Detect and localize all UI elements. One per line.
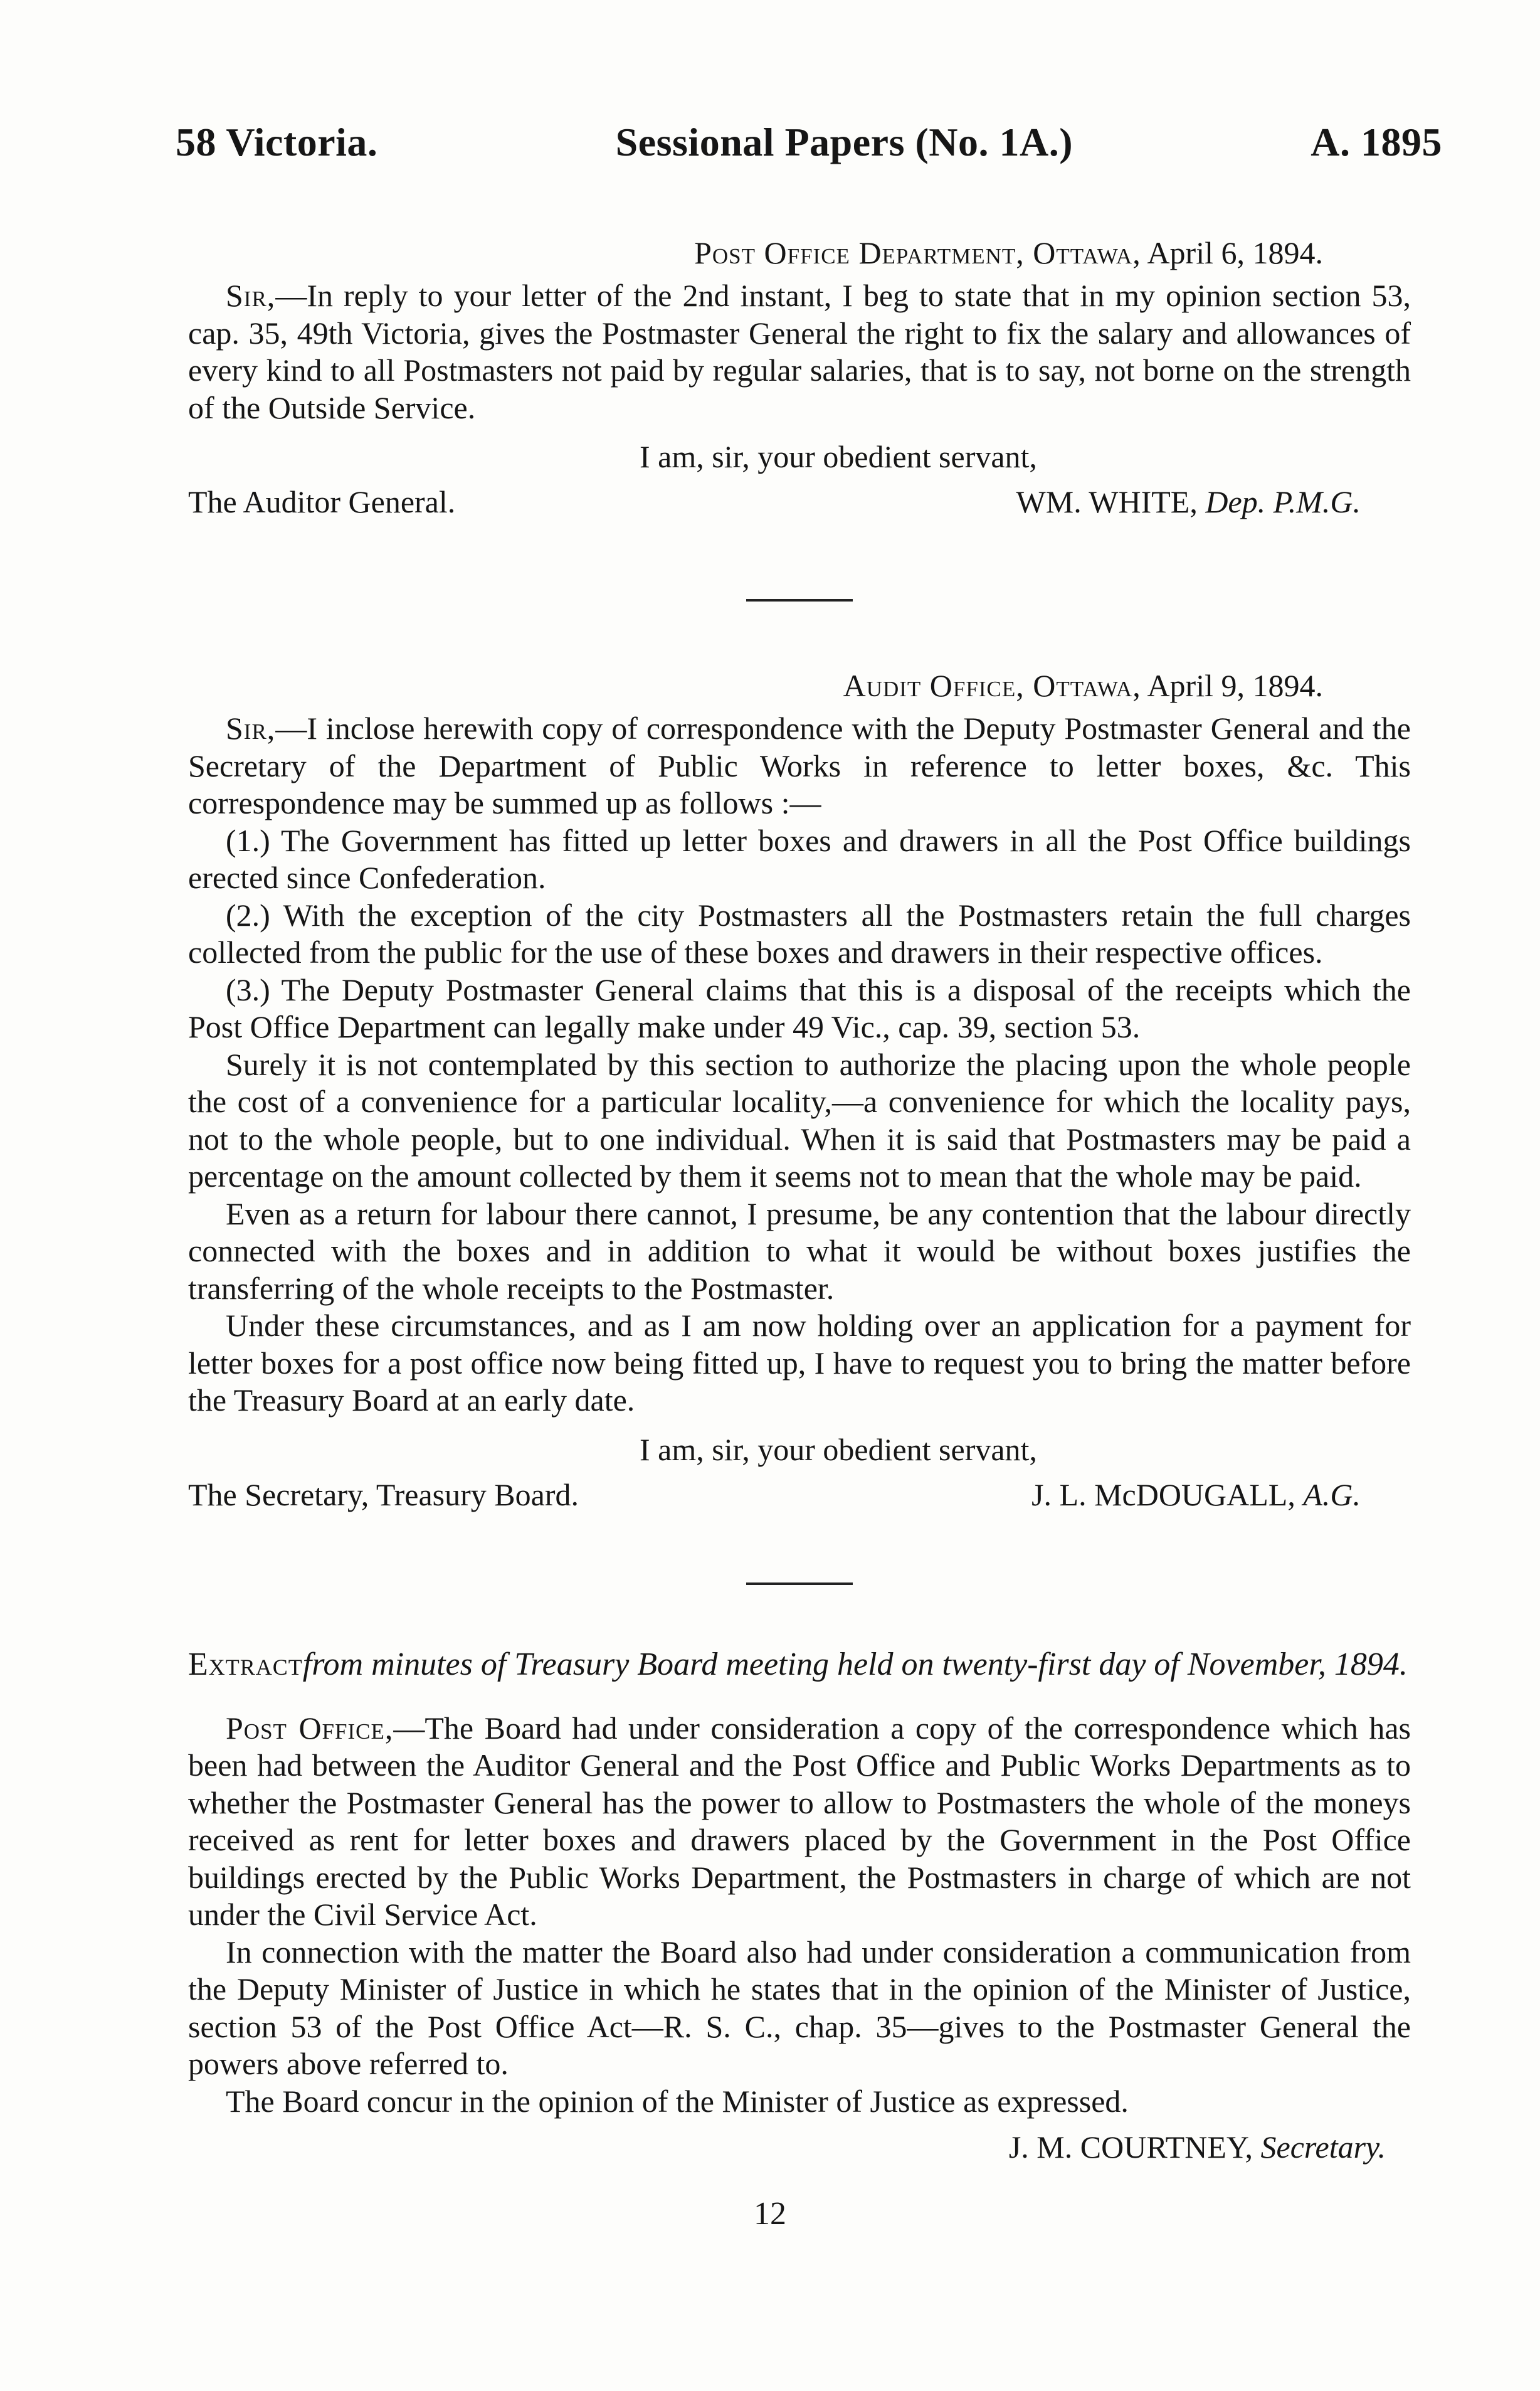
intro-text: —I inclose herewith copy of correspondence with the Deputy Postmaster General and the Secretary of the Department of Public Works in reference to letter boxes, &c. This correspondence may be summed up as follows :— [188,711,1411,820]
extract-text: —The Board had under consideration a copy of the correspondence which has been had between the Auditor General and the Post Office and Public Works Departments as to whether the Postmaster General has the power to allow to Postmasters the whole of the moneys received as rent for letter boxes and drawers placed by the Government in the Post Office buildings erected by the Public Works Department, the Postmasters in charge of which are not under the Civil Service Act. [188,1710,1411,1932]
extract-paragraph [188,1710,1411,1934]
document-page [176,119,1442,2165]
section-divider [746,1583,853,1585]
body-paragraph: Under these circumstances, and as I am now holding over an application for a payment for letter boxes for a post office now being fitted up, I have to request you to bring the matter before the Treasury Board at an early date. [188,1308,1411,1418]
letter-intro [188,710,1411,822]
addressee: The Secretary, Treasury Board. [188,1476,579,1512]
extract-paragraph: In connection with the matter the Board also had under consideration a communication from the Deputy Minister of Justice in which he states that in the opinion of the Minister of Justice, section 53 of the Post Office Act—R. S. C., chap. 35—gives to the Postmaster General the powers above referred to. [188,1934,1411,2081]
signer-name: J. M. COURTNEY, [1008,2129,1253,2165]
running-header [176,119,1442,166]
signature [188,2129,1386,2165]
letter-body [188,277,1411,427]
extract-lead: Post Office, [226,1710,394,1746]
letter-post-office [188,235,1411,521]
body-text: —In reply to your letter of the 2nd instant, I beg to state that in my opinion section 53, cap. 35, 49th Victoria, gives the Postmaster General the right to fix the salary and allowances of every kind to all Postmasters not paid by regular salaries, that is to say, not borne on the strength of the Outside Service. [188,278,1411,425]
letter-date: April 6, 1894. [1147,235,1323,270]
signer-title: Secretary. [1260,2129,1386,2165]
summary-point: (1.) The Government has fitted up letter boxes and drawers in all the Post Office buildings erected since Confederation. [188,822,1411,895]
signature-row [188,1476,1411,1514]
header-session: 58 Victoria. [176,120,378,164]
summary-point: (3.) The Deputy Postmaster General claims that this is a disposal of the receipts which the Post Office Department can legally make under 49 Vic., cap. 39, section 53. [188,972,1411,1044]
extract-label: Extract [188,1646,303,1682]
page-number: 12 [754,2196,786,2232]
signer-name: WM. WHITE, [1016,484,1198,519]
section-divider [746,599,853,602]
signature [1016,483,1361,521]
salutation: Sir, [226,278,276,313]
body-paragraph: Even as a return for labour there cannot, I presume, be any contention that the labour directly connected with the boxes and in addition to what it would be without boxes justifies the transferring of the whole receipts to the Postmaster. [188,1196,1411,1306]
letter-date: April 9, 1894. [1147,668,1323,703]
letter-audit-office [188,667,1411,1514]
summary-point: (2.) With the exception of the city Postmasters all the Postmasters retain the full charges collected from the public for the use of these boxes and drawers in their respective offices. [188,897,1411,970]
extract-title [188,1645,1411,1685]
letter-place: Post Office Department, Ottawa, [694,235,1141,270]
treasury-board-extract [188,1645,1411,2166]
signer-title: Dep. P.M.G. [1205,484,1361,519]
salutation: Sir, [226,711,276,746]
letter-dateline [188,235,1323,271]
signature [1031,1476,1361,1514]
header-year: A. 1895 [1311,120,1442,164]
extract-heading: from minutes of Treasury Board meeting held on twenty-first day of November, 1894. [302,1646,1408,1682]
body-paragraph: Surely it is not contemplated by this section to authorize the placing upon the whole people the cost of a convenience for a particular locality,—a convenience for which the locality pays, not to the whole people, but to one individual. When it is said that Postmasters may be paid a percentage on the amount collected by them it seems not to mean that the whole may be paid. [188,1046,1411,1194]
letter-closing: I am, sir, your obedient servant, [640,1431,1037,1467]
extract-paragraph: The Board concur in the opinion of the Minister of Justice as expressed. [226,2083,1129,2119]
letter-dateline [188,667,1323,704]
letter-place: Audit Office, Ottawa, [843,668,1141,703]
signer-name: J. L. McDOUGALL, [1031,1476,1295,1512]
letter-closing: I am, sir, your obedient servant, [640,439,1037,474]
signature-row [188,483,1411,521]
signer-title: A.G. [1303,1476,1361,1512]
addressee: The Auditor General. [188,484,456,519]
header-title: Sessional Papers (No. 1A.) [615,120,1073,164]
